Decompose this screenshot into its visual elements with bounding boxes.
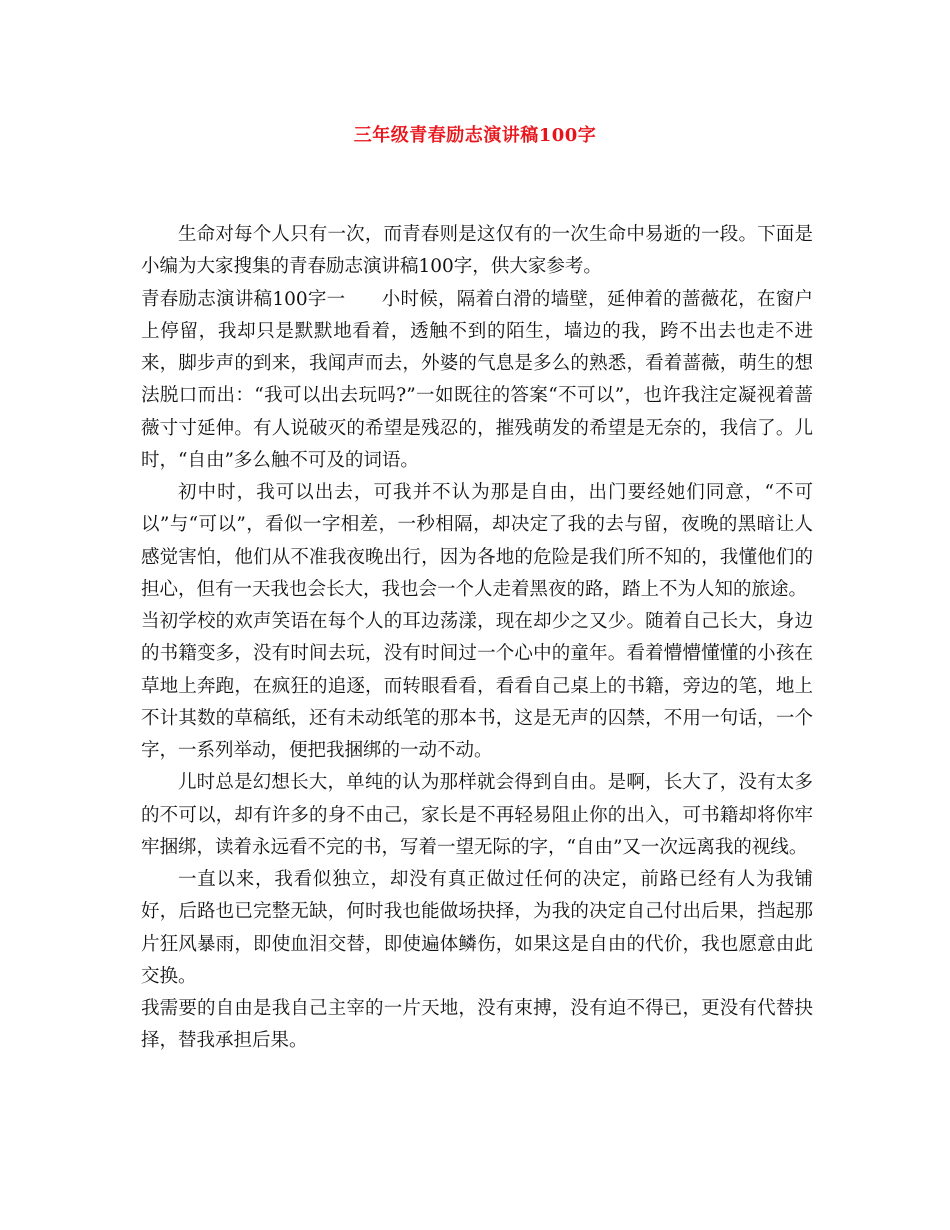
paragraph-middle-school: 初中时，我可以出去，可我并不认为那是自由，出门要经她们同意，“不可以”与“可以”，看似一字相差，一秒相隔，却决定了我的去与留，夜晚的黑暗让人感觉害怕，他们从不准我夜晚出行，因为各地的危险是我们所不知的，我懂他们的担心，但有一天我也会长大，我也会一个人走着黑夜的路，踏上不为人知的旅途。 — [141, 482, 813, 600]
document-title: 三年级青春励志演讲稿100字 — [353, 125, 597, 146]
paragraph-growing-up: 儿时总是幻想长大，单纯的认为那样就会得到自由。是啊，长大了，没有太多的不可以，却有许多的身不由己，家长是不再轻易阻止你的出入，可书籍却将你牢牢捆绑，读着永远看不完的书，写着一望无际的字，“自由”又一次远离我的视线。 — [141, 772, 813, 858]
paragraph-books: 当初学校的欢声笑语在每个人的耳边荡漾，现在却少之又少。随着自己长大，身边的书籍变多，没有时间去玩，没有时间过一个心中的童年。看着懵懵懂懂的小孩在草地上奔跑，在疯狂的追逐，而转眼看看，看看自己桌上的书籍，旁边的笔，地上不计其数的草稿纸，还有未动纸笔的那本书，这是无声的囚禁，不用一句话，一个字，一系列举动，便把我捆绑的一动不动。 — [141, 611, 813, 761]
intro-paragraph: 生命对每个人只有一次，而青春则是这仅有的一次生命中易逝的一段。下面是小编为大家搜集的青春励志演讲稿100字，供大家参考。 — [141, 224, 813, 278]
section-first-paragraph — [141, 284, 813, 478]
paragraph-childhood: 小时候，隔着白滑的墙壁，延伸着的蔷薇花，在窗户上停留，我却只是默默地看着，透触不到的陌生，墙边的我，跨不出去也走不进来，脚步声的到来，我闻声而去，外婆的气息是多么的熟悉，看着蔷薇，萌生的想法脱口而出：“我可以出去玩吗?”一如既往的答案“不可以”，也许我注定凝视着蔷薇寸寸延伸。有人说破灭的希望是残忍的，摧残萌发的希望是无奈的，我信了。儿时，“自由”多么触不可及的词语。 — [141, 288, 813, 471]
paragraph-freedom: 我需要的自由是我自己主宰的一片天地，没有束搏，没有迫不得已，更没有代替抉择，替我承担后果。 — [141, 998, 813, 1052]
paragraph-independence: 一直以来，我看似独立，却没有真正做过任何的决定，前路已经有人为我铺好，后路也已完整无缺，何时我也能做场抉择，为我的决定自己付出后果，挡起那片狂风暴雨，即使血泪交替，即使遍体鳞伤，如果这是自由的代价，我也愿意由此交换。 — [141, 869, 813, 987]
section-heading: 青春励志演讲稿100字一 — [141, 288, 346, 310]
document-body — [141, 219, 813, 1058]
